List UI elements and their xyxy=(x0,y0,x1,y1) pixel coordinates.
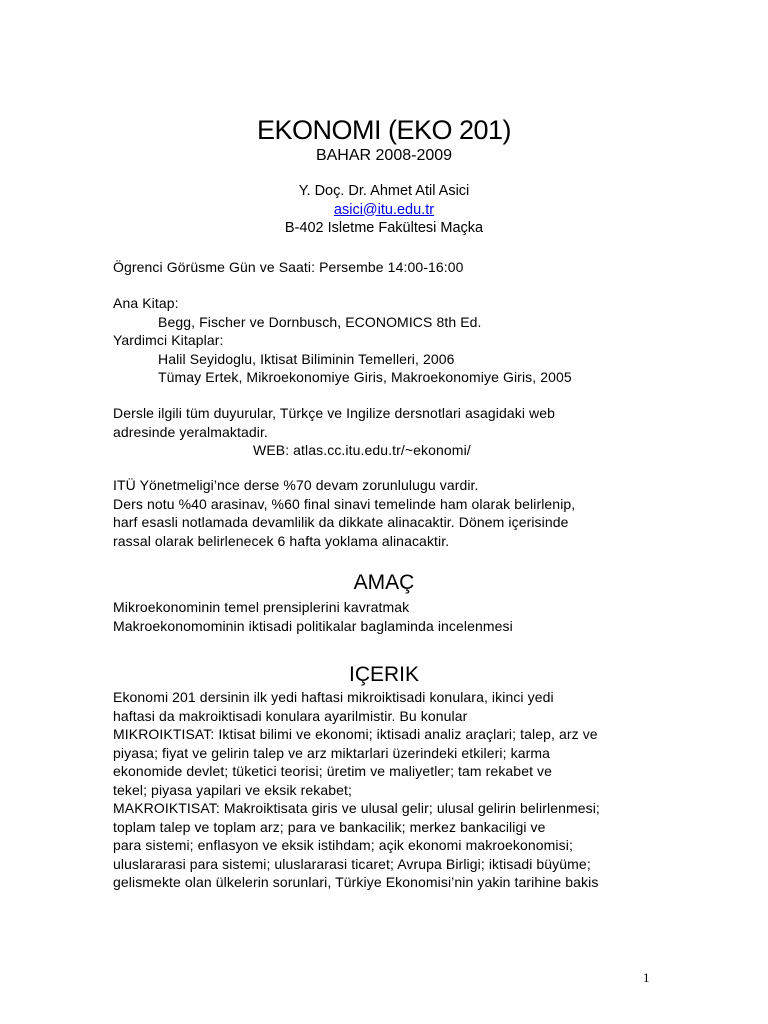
icerik-line: gelismekte olan ülkelerin sorunlari, Türkiye Ekonomisi’nin yakin tarihine bakis xyxy=(113,874,599,890)
icerik-line: toplam talep ve toplam arz; para ve bankacilik; merkez bankaciligi ve xyxy=(113,818,546,835)
instructor-name: Y. Doç. Dr. Ahmet Atil Asici xyxy=(298,183,470,199)
rules-line-1: ITÜ Yönetmeligi’nce derse %70 devam zorunlulugu vardir. xyxy=(113,477,479,493)
icerik-line: piyasa; fiyat ve gelirin talep ve arz miktarlari üzerindeki etkileri; karma xyxy=(113,744,550,761)
rules-line-2: Ders notu %40 arasinav, %60 final sinavi temelinde ham olarak belirlenip, xyxy=(113,495,576,512)
announcements-line-1: Dersle ilgili tüm duyurular, Türkçe ve Ingilize dersnotlari asagidaki web xyxy=(113,405,556,421)
icerik-line: para sistemi; enflasyon ve eksik istihdam; açik ekonomi makroekonomisi; xyxy=(113,837,573,853)
instructor-block xyxy=(0,182,768,238)
icerik-section xyxy=(113,688,658,892)
icerik-line: MAKROIKTISAT: Makroiktisata giris ve ulusal gelir; ulusal gelirin belirlenmesi; xyxy=(113,800,600,816)
aux-books-label: Yardimci Kitaplar: xyxy=(113,332,224,348)
icerik-line: Ekonomi 201 dersinin ilk yedi haftasi mikroiktisadi konulara, ikinci yedi xyxy=(113,689,554,705)
rules-section xyxy=(113,476,658,550)
amac-line-2: Makroekonomominin iktisadi politikalar baglaminda incelenmesi xyxy=(113,617,513,634)
web-address: WEB: atlas.cc.itu.edu.tr/~ekonomi/ xyxy=(253,442,471,458)
icerik-line: ekonomide devlet; tüketici teorisi; üretim ve maliyetler; tam rekabet ve xyxy=(113,763,553,779)
icerik-line: tekel; piyasa yapilari ve eksik rekabet; xyxy=(113,781,352,798)
rules-line-4: rassal olarak belirlenecek 6 hafta yoklama alinacaktir. xyxy=(113,532,450,549)
icerik-heading: IÇERIK xyxy=(348,663,419,686)
amac-heading: AMAÇ xyxy=(353,571,415,594)
amac-section xyxy=(113,598,658,635)
aux-book-2: Tümay Ertek, Mikroekonomiye Giris, Makroekonomiye Giris, 2005 xyxy=(158,369,572,385)
announcements-line-2: adresinde yeralmaktadir. xyxy=(113,423,268,440)
aux-book-1: Halil Seyidoglu, Iktisat Biliminin Temelleri, 2006 xyxy=(158,350,455,367)
instructor-office: B-402 Isletme Fakültesi Maçka xyxy=(284,220,484,236)
instructor-email-link[interactable]: asici@itu.edu.tr xyxy=(333,201,435,218)
course-title: EKONOMI (EKO 201) xyxy=(256,115,512,145)
amac-line-1: Mikroekonominin temel prensiplerini kavratmak xyxy=(113,599,410,615)
icerik-line: MIKROIKTISAT: Iktisat bilimi ve ekonomi; iktisadi analiz araçlari; talep, arz ve xyxy=(113,726,598,742)
page-number: 1 xyxy=(643,970,650,985)
course-term: BAHAR 2008-2009 xyxy=(315,147,453,164)
office-hours: Ögrenci Görüsme Gün ve Saati: Persembe 14:00-16:00 xyxy=(113,259,464,275)
icerik-line: uluslararasi para sistemi; uluslararasi ticaret; Avrupa Birligi; iktisadi büyüme; xyxy=(113,855,591,872)
announcements-section xyxy=(113,404,658,460)
books-section xyxy=(113,294,658,387)
main-book: Begg, Fischer ve Dornbusch, ECONOMICS 8th Ed. xyxy=(158,313,482,330)
main-book-label: Ana Kitap: xyxy=(113,295,179,311)
icerik-line: haftasi da makroiktisadi konulara ayarilmistir. Bu konular xyxy=(113,707,468,724)
rules-line-3: harf esasli notlamada devamlilik da dikkate alinacaktir. Dönem içerisinde xyxy=(113,514,569,530)
